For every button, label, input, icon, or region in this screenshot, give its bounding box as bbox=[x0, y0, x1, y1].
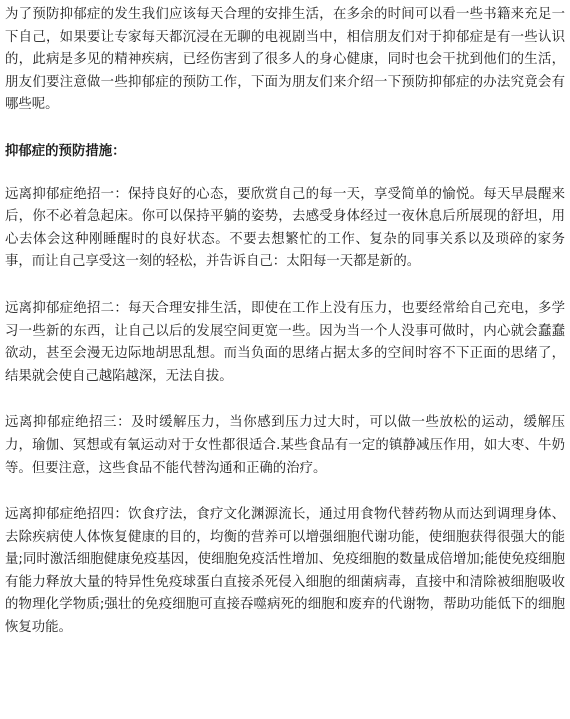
tip-paragraph-1: 远离抑郁症绝招一：保持良好的心态，要欣赏自己的每一天，享受简单的愉悦。每天早晨醒来后，你不必着急起床。你可以保持平躺的姿势，去感受身体经过一夜休息后所展现的舒坦，用心去体会这种刚睡醒时的良好状态。不要去想繁忙的工作、复杂的同事关系以及琐碎的家务事，而让自己享受这一刻的轻松，并告诉自己：太阳每一天都是新的。 bbox=[5, 186, 565, 270]
intro-paragraph: 为了预防抑郁症的发生我们应该每天合理的安排生活，在多余的时间可以看一些书籍来充足一下自己，如果要让专家每天都沉浸在无聊的电视剧当中，相信朋友们对于抑郁症是有一些认识的，此病是多见的精神疾病，已经伤害到了很多人的身心健康，同时也会干扰到他们的生活，朋友们要注意做一些抑郁症的预防工作，下面为朋友们来介绍一下预防抑郁症的办法究竟会有哪些呢。 bbox=[5, 7, 565, 113]
tip-paragraph-4: 远离抑郁症绝招四：饮食疗法，食疗文化渊源流长，通过用食物代替药物从而达到调理身体、去除疾病使人体恢复健康的目的，均衡的营养可以增强细胞代谢功能，使细胞获得很强大的能量;同时激活细胞健康免疫基因，使细胞免疫活性增加、免疫细胞的数量成倍增加;能使免疫细胞有能力释放大量的特异性免疫球蛋白直接杀死侵入细胞的细菌病毒，直接中和清除被细胞吸收的物理化学物质;强壮的免疫细胞可直接吞噬病死的细胞和废弃的代谢物，帮助功能低下的细胞恢复功能。 bbox=[5, 507, 565, 636]
section-heading: 抑郁症的预防措施： bbox=[5, 143, 126, 159]
tip-paragraph-3: 远离抑郁症绝招三：及时缓解压力，当你感到压力过大时，可以做一些放松的运动，缓解压力，瑜伽、冥想或有氧运动对于女性都很适合.某些食品有一定的镇静减压作用，如大枣、牛奶等。但要注意，这些食品不能代替沟通和正确的治疗。 bbox=[5, 415, 565, 476]
tip-paragraph-2: 远离抑郁症绝招二：每天合理安排生活，即使在工作上没有压力，也要经常给自己充电，多学习一些新的东西，让自己以后的发展空间更宽一些。因为当一个人没事可做时，内心就会蠢蠢欲动，甚至会漫无边际地胡思乱想。而当负面的思绪占据太多的空间时容不下正面的思绪了，结果就会使自己越陷越深，无法自拔。 bbox=[5, 300, 565, 384]
